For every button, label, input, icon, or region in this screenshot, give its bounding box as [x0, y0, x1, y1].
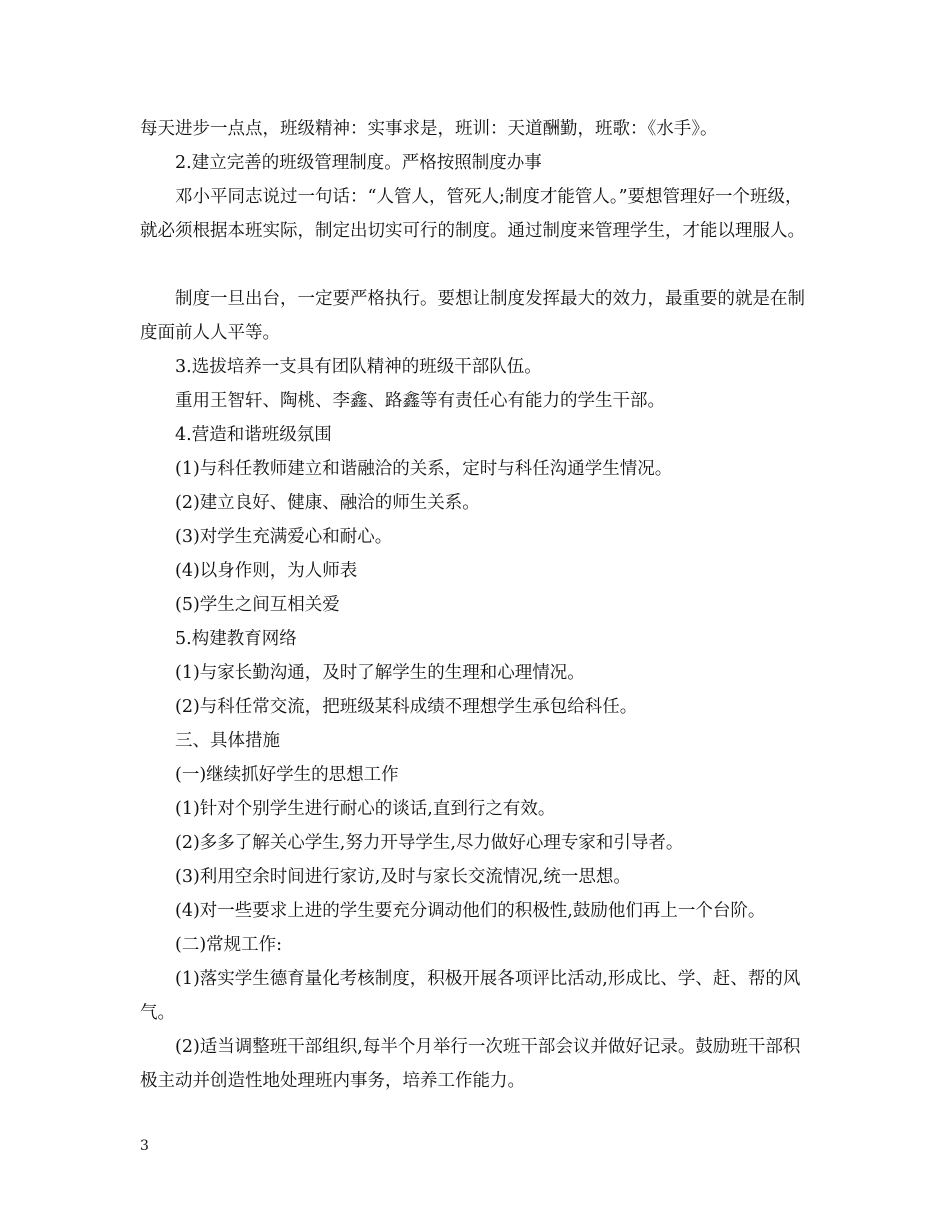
page-number: 3	[140, 1138, 149, 1154]
list-item: (4)以身作则，为人师表	[175, 561, 358, 581]
list-item: (4)对一些要求上进的学生要充分调动他们的积极性,鼓励他们再上一个台阶。	[175, 901, 766, 921]
paragraph-strict-execution: 制度一旦出台，一定要严格执行。要想让制度发挥最大的效力，最重要的就是在制度面前人人平等。	[140, 289, 805, 343]
paragraph-deng-quote: 邓小平同志说过一句话：“人管人，管死人;制度才能管人。”要想管理好一个班级，就必须根据本班实际，制定出切实可行的制度。通过制度来管理学生，才能以理服人。	[140, 187, 805, 241]
heading-harmonious-atmosphere: 4.营造和谐班级氛围	[175, 425, 332, 445]
heading-specific-measures: 三、具体措施	[175, 731, 280, 751]
list-item: (3)对学生充满爱心和耐心。	[175, 527, 393, 547]
list-item: (1)与家长勤沟通，及时了解学生的生理和心理情况。	[175, 663, 585, 683]
list-item: (2)与科任常交流，把班级某科成绩不理想学生承包给科任。	[175, 697, 638, 717]
subheading-ideological-work: (一)继续抓好学生的思想工作	[175, 765, 399, 785]
heading-management-system: 2.建立完善的班级管理制度。严格按照制度办事	[175, 153, 542, 173]
subheading-routine-work: (二)常规工作:	[175, 935, 283, 955]
list-item: (1)与科任教师建立和谐融洽的关系，定时与科任沟通学生情况。	[175, 459, 673, 479]
list-item: (2)多多了解关心学生,努力开导学生,尽力做好心理专家和引导者。	[175, 833, 684, 853]
list-item: (2)建立良好、健康、融洽的师生关系。	[175, 493, 480, 513]
heading-education-network: 5.构建教育网络	[175, 629, 297, 649]
list-item: (5)学生之间互相关爱	[175, 595, 340, 615]
list-item: (3)利用空余时间进行家访,及时与家长交流情况,统一思想。	[175, 867, 631, 887]
heading-class-cadres: 3.选拔培养一支具有团队精神的班级干部队伍。	[175, 357, 542, 377]
paragraph-cadre-names: 重用王智轩、陶桃、李鑫、路鑫等有责任心有能力的学生干部。	[175, 391, 665, 411]
paragraph-class-spirit: 每天进步一点点，班级精神：实事求是，班训：天道酬勤，班歌：《水手》。	[140, 119, 718, 139]
list-item: (1)针对个别学生进行耐心的谈话,直到行之有效。	[175, 799, 556, 819]
list-item: (1)落实学生德育量化考核制度，积极开展各项评比活动,形成比、学、赶、帮的风气。	[140, 969, 801, 1023]
list-item: (2)适当调整班干部组织,每半个月举行一次班干部会议并做好记录。鼓励班干部积极主动并创造性地处理班内事务，培养工作能力。	[140, 1037, 801, 1091]
